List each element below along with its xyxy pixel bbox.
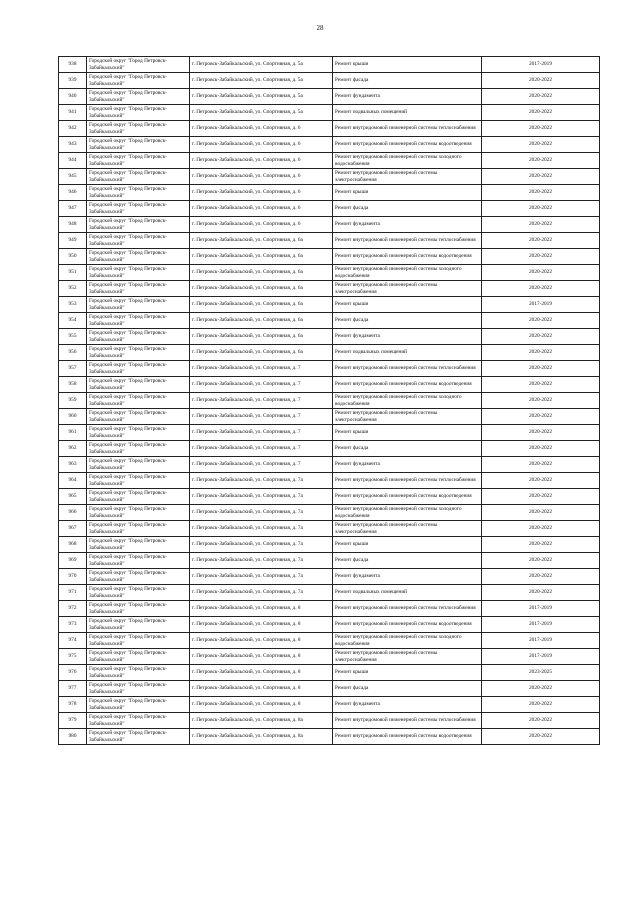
municipality-cell: Городской округ "Город Петровск-Забайкальский"	[87, 217, 190, 233]
table-row	[59, 297, 600, 313]
work-type-cell: Ремонт внутридомовой инженерной системы электроснабжения	[333, 521, 482, 537]
period-cell: 2020-2022	[482, 249, 600, 265]
work-type-cell: Ремонт внутридомовой инженерной системы теплоснабжения	[333, 233, 482, 249]
address-cell: г. Петровск-Забайкальский, ул. Спортивная, д. 6а	[190, 313, 333, 329]
address-cell: г. Петровск-Забайкальский, ул. Спортивная, д. 7	[190, 457, 333, 473]
address-cell: г. Петровск-Забайкальский, ул. Спортивная, д. 8а	[190, 729, 333, 745]
table-body	[59, 57, 600, 745]
table-row	[59, 201, 600, 217]
table-row	[59, 441, 600, 457]
table-row	[59, 233, 600, 249]
municipality-cell: Городской округ "Город Петровск-Забайкальский"	[87, 617, 190, 633]
municipality-cell: Городской округ "Город Петровск-Забайкальский"	[87, 425, 190, 441]
period-cell: 2017-2019	[482, 649, 600, 665]
row-number: 958	[59, 377, 87, 393]
address-cell: г. Петровск-Забайкальский, ул. Спортивная, д. 6а	[190, 281, 333, 297]
row-number: 979	[59, 713, 87, 729]
table-row	[59, 137, 600, 153]
address-cell: г. Петровск-Забайкальский, ул. Спортивная, д. 6а	[190, 249, 333, 265]
table-row	[59, 73, 600, 89]
row-number: 943	[59, 137, 87, 153]
municipality-cell: Городской округ "Город Петровск-Забайкальский"	[87, 585, 190, 601]
address-cell: г. Петровск-Забайкальский, ул. Спортивная, д. 7а	[190, 489, 333, 505]
row-number: 976	[59, 665, 87, 681]
work-type-cell: Ремонт крыши	[333, 297, 482, 313]
period-cell: 2020-2022	[482, 137, 600, 153]
municipality-cell: Городской округ "Город Петровск-Забайкальский"	[87, 249, 190, 265]
municipality-cell: Городской округ "Город Петровск-Забайкальский"	[87, 537, 190, 553]
repair-schedule-table	[58, 56, 600, 745]
period-cell: 2020-2022	[482, 409, 600, 425]
municipality-cell: Городской округ "Город Петровск-Забайкальский"	[87, 121, 190, 137]
address-cell: г. Петровск-Забайкальский, ул. Спортивная, д. 6	[190, 121, 333, 137]
row-number: 948	[59, 217, 87, 233]
municipality-cell: Городской округ "Город Петровск-Забайкальский"	[87, 473, 190, 489]
period-cell: 2020-2022	[482, 345, 600, 361]
table-row	[59, 249, 600, 265]
address-cell: г. Петровск-Забайкальский, ул. Спортивная, д. 5а	[190, 89, 333, 105]
period-cell: 2023-2025	[482, 665, 600, 681]
row-number: 974	[59, 633, 87, 649]
municipality-cell: Городской округ "Город Петровск-Забайкальский"	[87, 697, 190, 713]
work-type-cell: Ремонт подвальных помещений	[333, 105, 482, 121]
table-row	[59, 377, 600, 393]
table-row	[59, 345, 600, 361]
work-type-cell: Ремонт фасада	[333, 441, 482, 457]
table-row	[59, 361, 600, 377]
row-number: 946	[59, 185, 87, 201]
table-row	[59, 697, 600, 713]
period-cell: 2020-2022	[482, 329, 600, 345]
row-number: 949	[59, 233, 87, 249]
period-cell: 2020-2022	[482, 121, 600, 137]
work-type-cell: Ремонт внутридомовой инженерной системы электроснабжения	[333, 169, 482, 185]
table-row	[59, 409, 600, 425]
work-type-cell: Ремонт внутридомовой инженерной системы холодного водоснабжения	[333, 505, 482, 521]
period-cell: 2020-2022	[482, 393, 600, 409]
work-type-cell: Ремонт внутридомовой инженерной системы водоотведения	[333, 489, 482, 505]
work-type-cell: Ремонт внутридомовой инженерной системы водоотведения	[333, 377, 482, 393]
period-cell: 2020-2022	[482, 265, 600, 281]
municipality-cell: Городской округ "Город Петровск-Забайкальский"	[87, 441, 190, 457]
address-cell: г. Петровск-Забайкальский, ул. Спортивная, д. 8	[190, 649, 333, 665]
municipality-cell: Городской округ "Город Петровск-Забайкальский"	[87, 313, 190, 329]
municipality-cell: Городской округ "Город Петровск-Забайкальский"	[87, 649, 190, 665]
municipality-cell: Городской округ "Город Петровск-Забайкальский"	[87, 729, 190, 745]
period-cell: 2020-2022	[482, 281, 600, 297]
address-cell: г. Петровск-Забайкальский, ул. Спортивная, д. 8	[190, 665, 333, 681]
address-cell: г. Петровск-Забайкальский, ул. Спортивная, д. 7а	[190, 521, 333, 537]
period-cell: 2020-2022	[482, 585, 600, 601]
address-cell: г. Петровск-Забайкальский, ул. Спортивная, д. 7	[190, 425, 333, 441]
table-row	[59, 281, 600, 297]
row-number: 940	[59, 89, 87, 105]
work-type-cell: Ремонт крыши	[333, 425, 482, 441]
table-row	[59, 553, 600, 569]
municipality-cell: Городской округ "Город Петровск-Забайкальский"	[87, 329, 190, 345]
work-type-cell: Ремонт крыши	[333, 185, 482, 201]
row-number: 960	[59, 409, 87, 425]
period-cell: 2020-2022	[482, 201, 600, 217]
municipality-cell: Городской округ "Город Петровск-Забайкальский"	[87, 185, 190, 201]
address-cell: г. Петровск-Забайкальский, ул. Спортивная, д. 5а	[190, 105, 333, 121]
address-cell: г. Петровск-Забайкальский, ул. Спортивная, д. 5а	[190, 57, 333, 73]
address-cell: г. Петровск-Забайкальский, ул. Спортивная, д. 8	[190, 681, 333, 697]
period-cell: 2017-2019	[482, 601, 600, 617]
address-cell: г. Петровск-Забайкальский, ул. Спортивная, д. 6а	[190, 265, 333, 281]
table-row	[59, 537, 600, 553]
period-cell: 2020-2022	[482, 105, 600, 121]
work-type-cell: Ремонт фасада	[333, 201, 482, 217]
municipality-cell: Городской округ "Город Петровск-Забайкальский"	[87, 137, 190, 153]
work-type-cell: Ремонт фасада	[333, 553, 482, 569]
work-type-cell: Ремонт внутридомовой инженерной системы теплоснабжения	[333, 601, 482, 617]
period-cell: 2020-2022	[482, 553, 600, 569]
table-row	[59, 681, 600, 697]
address-cell: г. Петровск-Забайкальский, ул. Спортивная, д. 7а	[190, 473, 333, 489]
row-number: 970	[59, 569, 87, 585]
row-number: 972	[59, 601, 87, 617]
row-number: 954	[59, 313, 87, 329]
work-type-cell: Ремонт фасада	[333, 73, 482, 89]
row-number: 977	[59, 681, 87, 697]
period-cell: 2020-2022	[482, 697, 600, 713]
period-cell: 2020-2022	[482, 233, 600, 249]
period-cell: 2020-2022	[482, 153, 600, 169]
address-cell: г. Петровск-Забайкальский, ул. Спортивная, д. 6а	[190, 329, 333, 345]
address-cell: г. Петровск-Забайкальский, ул. Спортивная, д. 5а	[190, 73, 333, 89]
address-cell: г. Петровск-Забайкальский, ул. Спортивная, д. 6а	[190, 233, 333, 249]
work-type-cell: Ремонт фундамента	[333, 457, 482, 473]
period-cell: 2020-2022	[482, 313, 600, 329]
table-row	[59, 393, 600, 409]
row-number: 964	[59, 473, 87, 489]
period-cell: 2020-2022	[482, 489, 600, 505]
period-cell: 2020-2022	[482, 377, 600, 393]
table-row	[59, 505, 600, 521]
table-row	[59, 105, 600, 121]
row-number: 962	[59, 441, 87, 457]
row-number: 969	[59, 553, 87, 569]
period-cell: 2020-2022	[482, 441, 600, 457]
table-row	[59, 169, 600, 185]
row-number: 947	[59, 201, 87, 217]
period-cell: 2020-2022	[482, 217, 600, 233]
municipality-cell: Городской округ "Город Петровск-Забайкальский"	[87, 457, 190, 473]
table-row	[59, 521, 600, 537]
work-type-cell: Ремонт фасада	[333, 681, 482, 697]
work-type-cell: Ремонт внутридомовой инженерной системы холодного водоснабжения	[333, 393, 482, 409]
work-type-cell: Ремонт фундамента	[333, 569, 482, 585]
row-number: 961	[59, 425, 87, 441]
period-cell: 2020-2022	[482, 473, 600, 489]
period-cell: 2020-2022	[482, 361, 600, 377]
address-cell: г. Петровск-Забайкальский, ул. Спортивная, д. 7	[190, 377, 333, 393]
period-cell: 2020-2022	[482, 89, 600, 105]
table-row	[59, 185, 600, 201]
table-row	[59, 121, 600, 137]
period-cell: 2020-2022	[482, 569, 600, 585]
address-cell: г. Петровск-Забайкальский, ул. Спортивная, д. 6	[190, 169, 333, 185]
page-number: 28	[316, 24, 324, 32]
address-cell: г. Петровск-Забайкальский, ул. Спортивная, д. 6	[190, 185, 333, 201]
period-cell: 2020-2022	[482, 505, 600, 521]
table-row	[59, 617, 600, 633]
table-row	[59, 89, 600, 105]
period-cell: 2020-2022	[482, 169, 600, 185]
municipality-cell: Городской округ "Город Петровск-Забайкальский"	[87, 681, 190, 697]
municipality-cell: Городской округ "Город Петровск-Забайкальский"	[87, 233, 190, 249]
table-row	[59, 585, 600, 601]
table-row	[59, 217, 600, 233]
work-type-cell: Ремонт подвальных помещений	[333, 345, 482, 361]
table-row	[59, 265, 600, 281]
address-cell: г. Петровск-Забайкальский, ул. Спортивная, д. 8	[190, 617, 333, 633]
period-cell: 2017-2019	[482, 633, 600, 649]
row-number: 955	[59, 329, 87, 345]
work-type-cell: Ремонт фасада	[333, 313, 482, 329]
row-number: 971	[59, 585, 87, 601]
work-type-cell: Ремонт внутридомовой инженерной системы теплоснабжения	[333, 713, 482, 729]
address-cell: г. Петровск-Забайкальский, ул. Спортивная, д. 7	[190, 393, 333, 409]
municipality-cell: Городской округ "Город Петровск-Забайкальский"	[87, 89, 190, 105]
row-number: 945	[59, 169, 87, 185]
period-cell: 2020-2022	[482, 73, 600, 89]
row-number: 939	[59, 73, 87, 89]
work-type-cell: Ремонт фундамента	[333, 329, 482, 345]
table-row	[59, 713, 600, 729]
municipality-cell: Городской округ "Город Петровск-Забайкальский"	[87, 57, 190, 73]
work-type-cell: Ремонт внутридомовой инженерной системы теплоснабжения	[333, 121, 482, 137]
work-type-cell: Ремонт внутридомовой инженерной системы электроснабжения	[333, 409, 482, 425]
municipality-cell: Городской округ "Город Петровск-Забайкальский"	[87, 153, 190, 169]
work-type-cell: Ремонт внутридомовой инженерной системы водоотведения	[333, 729, 482, 745]
table-row	[59, 601, 600, 617]
row-number: 959	[59, 393, 87, 409]
period-cell: 2020-2022	[482, 713, 600, 729]
row-number: 952	[59, 281, 87, 297]
row-number: 942	[59, 121, 87, 137]
period-cell: 2017-2019	[482, 57, 600, 73]
municipality-cell: Городской округ "Город Петровск-Забайкальский"	[87, 553, 190, 569]
table-row	[59, 649, 600, 665]
municipality-cell: Городской округ "Город Петровск-Забайкальский"	[87, 409, 190, 425]
work-type-cell: Ремонт внутридомовой инженерной системы теплоснабжения	[333, 361, 482, 377]
address-cell: г. Петровск-Забайкальский, ул. Спортивная, д. 8	[190, 633, 333, 649]
row-number: 950	[59, 249, 87, 265]
municipality-cell: Городской округ "Город Петровск-Забайкальский"	[87, 377, 190, 393]
work-type-cell: Ремонт внутридомовой инженерной системы холодного водоснабжения	[333, 633, 482, 649]
period-cell: 2020-2022	[482, 185, 600, 201]
table-row	[59, 57, 600, 73]
period-cell: 2017-2019	[482, 617, 600, 633]
row-number: 941	[59, 105, 87, 121]
row-number: 965	[59, 489, 87, 505]
municipality-cell: Городской округ "Город Петровск-Забайкальский"	[87, 521, 190, 537]
municipality-cell: Городской округ "Город Петровск-Забайкальский"	[87, 601, 190, 617]
table-row	[59, 329, 600, 345]
work-type-cell: Ремонт внутридомовой инженерной системы теплоснабжения	[333, 473, 482, 489]
address-cell: г. Петровск-Забайкальский, ул. Спортивная, д. 7а	[190, 585, 333, 601]
address-cell: г. Петровск-Забайкальский, ул. Спортивная, д. 7а	[190, 537, 333, 553]
municipality-cell: Городской округ "Город Петровск-Забайкальский"	[87, 73, 190, 89]
address-cell: г. Петровск-Забайкальский, ул. Спортивная, д. 8	[190, 697, 333, 713]
address-cell: г. Петровск-Забайкальский, ул. Спортивная, д. 6	[190, 217, 333, 233]
work-type-cell: Ремонт фундамента	[333, 697, 482, 713]
row-number: 957	[59, 361, 87, 377]
work-type-cell: Ремонт внутридомовой инженерной системы электроснабжения	[333, 281, 482, 297]
table-row	[59, 569, 600, 585]
municipality-cell: Городской округ "Город Петровск-Забайкальский"	[87, 345, 190, 361]
table-row	[59, 425, 600, 441]
work-type-cell: Ремонт внутридомовой инженерной системы холодного водоснабжения	[333, 265, 482, 281]
municipality-cell: Городской округ "Город Петровск-Забайкальский"	[87, 393, 190, 409]
work-type-cell: Ремонт внутридомовой инженерной системы водоотведения	[333, 137, 482, 153]
row-number: 966	[59, 505, 87, 521]
municipality-cell: Городской округ "Город Петровск-Забайкальский"	[87, 105, 190, 121]
row-number: 975	[59, 649, 87, 665]
period-cell: 2017-2019	[482, 297, 600, 313]
period-cell: 2020-2022	[482, 457, 600, 473]
municipality-cell: Городской округ "Город Петровск-Забайкальский"	[87, 361, 190, 377]
address-cell: г. Петровск-Забайкальский, ул. Спортивная, д. 6а	[190, 345, 333, 361]
period-cell: 2020-2022	[482, 729, 600, 745]
table-row	[59, 665, 600, 681]
municipality-cell: Городской округ "Город Петровск-Забайкальский"	[87, 489, 190, 505]
work-type-cell: Ремонт фундамента	[333, 217, 482, 233]
row-number: 968	[59, 537, 87, 553]
row-number: 978	[59, 697, 87, 713]
address-cell: г. Петровск-Забайкальский, ул. Спортивная, д. 8	[190, 601, 333, 617]
address-cell: г. Петровск-Забайкальский, ул. Спортивная, д. 7	[190, 409, 333, 425]
address-cell: г. Петровск-Забайкальский, ул. Спортивная, д. 7	[190, 361, 333, 377]
row-number: 980	[59, 729, 87, 745]
work-type-cell: Ремонт крыши	[333, 57, 482, 73]
table-row	[59, 489, 600, 505]
address-cell: г. Петровск-Забайкальский, ул. Спортивная, д. 6	[190, 201, 333, 217]
work-type-cell: Ремонт внутридомовой инженерной системы водоотведения	[333, 617, 482, 633]
table-row	[59, 633, 600, 649]
period-cell: 2020-2022	[482, 521, 600, 537]
address-cell: г. Петровск-Забайкальский, ул. Спортивная, д. 7	[190, 441, 333, 457]
municipality-cell: Городской округ "Город Петровск-Забайкальский"	[87, 281, 190, 297]
address-cell: г. Петровск-Забайкальский, ул. Спортивная, д. 7а	[190, 569, 333, 585]
address-cell: г. Петровск-Забайкальский, ул. Спортивная, д. 7а	[190, 505, 333, 521]
address-cell: г. Петровск-Забайкальский, ул. Спортивная, д. 6	[190, 137, 333, 153]
municipality-cell: Городской округ "Город Петровск-Забайкальский"	[87, 505, 190, 521]
period-cell: 2020-2022	[482, 681, 600, 697]
period-cell: 2020-2022	[482, 425, 600, 441]
work-type-cell: Ремонт внутридомовой инженерной системы электроснабжения	[333, 649, 482, 665]
table-row	[59, 473, 600, 489]
row-number: 963	[59, 457, 87, 473]
municipality-cell: Городской округ "Город Петровск-Забайкальский"	[87, 569, 190, 585]
table-row	[59, 153, 600, 169]
row-number: 973	[59, 617, 87, 633]
row-number: 951	[59, 265, 87, 281]
table-row	[59, 313, 600, 329]
table-row	[59, 457, 600, 473]
row-number: 956	[59, 345, 87, 361]
municipality-cell: Городской округ "Город Петровск-Забайкальский"	[87, 297, 190, 313]
address-cell: г. Петровск-Забайкальский, ул. Спортивная, д. 8а	[190, 713, 333, 729]
row-number: 938	[59, 57, 87, 73]
municipality-cell: Городской округ "Город Петровск-Забайкальский"	[87, 201, 190, 217]
municipality-cell: Городской округ "Город Петровск-Забайкальский"	[87, 169, 190, 185]
row-number: 953	[59, 297, 87, 313]
address-cell: г. Петровск-Забайкальский, ул. Спортивная, д. 7а	[190, 553, 333, 569]
address-cell: г. Петровск-Забайкальский, ул. Спортивная, д. 6	[190, 153, 333, 169]
municipality-cell: Городской округ "Город Петровск-Забайкальский"	[87, 633, 190, 649]
municipality-cell: Городской округ "Город Петровск-Забайкальский"	[87, 665, 190, 681]
row-number: 944	[59, 153, 87, 169]
municipality-cell: Городской округ "Город Петровск-Забайкальский"	[87, 265, 190, 281]
row-number: 967	[59, 521, 87, 537]
municipality-cell: Городской округ "Город Петровск-Забайкальский"	[87, 713, 190, 729]
work-type-cell: Ремонт внутридомовой инженерной системы холодного водоснабжения	[333, 153, 482, 169]
period-cell: 2020-2022	[482, 537, 600, 553]
work-type-cell: Ремонт фундамента	[333, 89, 482, 105]
work-type-cell: Ремонт крыши	[333, 537, 482, 553]
work-type-cell: Ремонт крыши	[333, 665, 482, 681]
table-row	[59, 729, 600, 745]
address-cell: г. Петровск-Забайкальский, ул. Спортивная, д. 6а	[190, 297, 333, 313]
work-type-cell: Ремонт внутридомовой инженерной системы водоотведения	[333, 249, 482, 265]
work-type-cell: Ремонт подвальных помещений	[333, 585, 482, 601]
